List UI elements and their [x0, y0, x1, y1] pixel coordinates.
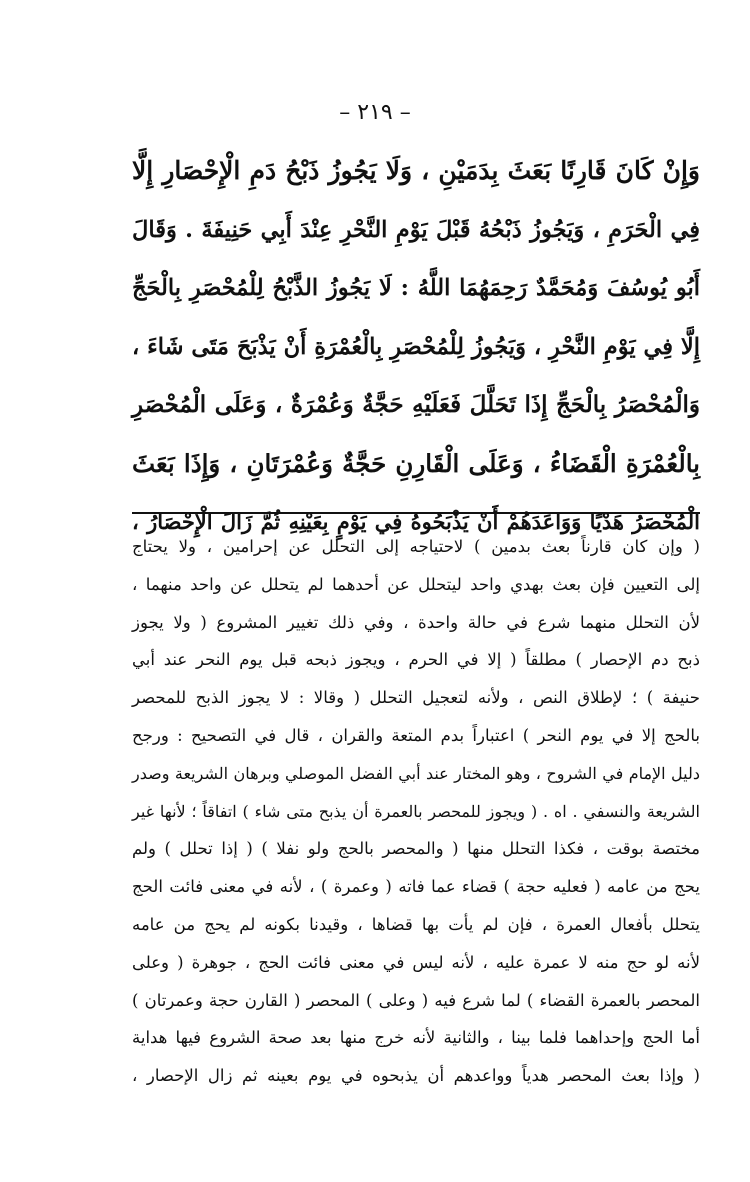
- commentary-line: يحج من عامه ( فعليه حجة ) قضاء عما فاته ( وعمرة ) ، لأنه في معنى فائت الحج: [132, 877, 700, 897]
- commentary-line: لأنه لو حج منه لا عمرة عليه ، لأنه ليس في معنى فائت الحج ، جوهرة ( وعلى: [132, 952, 700, 972]
- commentary-line: إلى التعيين فإن بعث بهدي واحد ليتحلل عن أحدهما لم يتحلل عن واحد منهما ،: [132, 574, 700, 594]
- commentary-line: أما الحج وإحداهما فلما بينا ، والثانية لأنه خرج منها بعد صحة الشروع فيها هداية: [132, 1028, 700, 1048]
- main-text-line: أَبُو يُوسُفَ وَمُحَمَّدٌ رَحِمَهُمَا اللَّهُ : لَا يَجُوزُ الذَّبْحُ لِلْمُحْصَرِ بِالْحَجِّ: [132, 275, 700, 301]
- section-divider: [132, 512, 700, 514]
- page-number: – ٢١٩ –: [339, 100, 411, 125]
- commentary-line: يتحلل بأفعال العمرة ، فإن لم يأت بها قضاها ، وقيدنا بكونه لم يحج من عامه: [132, 914, 700, 934]
- commentary-line: ( وإن كان قارناً بعث بدمين ) لاحتياجه إلى التحلل عن إحرامين ، ولا يحتاج: [132, 537, 700, 556]
- commentary-line: ( وإذا بعث المحصر هدياً وواعدهم أن يذبحوه في يوم بعينه ثم زال الإحصار ،: [132, 1066, 700, 1086]
- commentary-line: حنيفة ) ؛ لإطلاق النص ، ولأنه لتعجيل التحلل ( وقالا : لا يجوز الذبح للمحصر: [132, 688, 700, 708]
- commentary-line: دليل الإمام في الشروح ، وهو المختار عند أبي الفضل الموصلي وبرهان الشريعة وصدر: [132, 763, 700, 783]
- main-text-line: الْمُحْصَرُ هَدْيًا وَوَاعَدَهُمْ أَنْ يَذْبَحُوهُ فِي يَوْمٍ بِعَيْنِهِ ثُمَّ زَالَ الْإِحْصَارُ ،: [132, 509, 700, 534]
- commentary-line: الشريعة والنسفي . اه . ( ويجوز للمحصر بالعمرة أن يذبح متى شاء ) اتفاقاً ؛ لأنها غير: [132, 801, 700, 821]
- main-text-line: إِلَّا فِي يَوْمِ النَّحْرِ ، وَيَجُوزُ لِلْمُحْصَرِ بِالْعُمْرَةِ أَنْ يَذْبَحَ مَتَى شَاءَ ،: [132, 333, 700, 360]
- main-text-block: [132, 142, 700, 552]
- main-text-line: وَالْمُحْصَرُ بِالْحَجِّ إِذَا تَحَلَّلَ فَعَلَيْهِ حَجَّةٌ وَعُمْرَةٌ ، وَعَلَى الْمُحْصَرِ: [132, 391, 700, 418]
- commentary-line: ذبح دم الإحصار ) مطلقاً ( إلا في الحرم ، ويجوز ذبحه قبل يوم النحر عند أبي: [132, 650, 700, 670]
- main-text-line: فِي الْحَرَمِ ، وَيَجُوزُ ذَبْحُهُ قَبْلَ يَوْمِ النَّحْرِ عِنْدَ أَبِي حَنِيفَةَ . وَقَالَ: [132, 216, 700, 243]
- commentary-line: لأن التحلل منهما شرع في حالة واحدة ، وفي ذلك تغيير المشروع ( ولا يجوز: [132, 612, 700, 632]
- commentary-line: بالحج إلا في يوم النحر ) اعتباراً بدم المتعة والقران ، قال في التصحيح : ورجح: [132, 725, 700, 745]
- commentary-block: [132, 528, 700, 1095]
- main-text-line: بِالْعُمْرَةِ الْقَضَاءُ ، وَعَلَى الْقَارِنِ حَجَّةٌ وَعُمْرَتَانِ ، وَإِذَا بَعَثَ: [132, 448, 700, 478]
- main-text-line: وَإِنْ كَانَ قَارِنًا بَعَثَ بِدَمَيْنِ ، وَلَا يَجُوزُ ذَبْحُ دَمِ الْإِحْصَارِ إِلَّا: [132, 156, 700, 185]
- commentary-line: المحصر بالعمرة القضاء ) لما شرع فيه ( وعلى ) المحصر ( القارن حجة وعمرتان ): [132, 990, 700, 1010]
- commentary-line: مختصة بوقت ، فكذا التحلل منها ( والمحصر بالحج ولو نفلا ) ( إذا تحلل ) ولم: [132, 839, 700, 859]
